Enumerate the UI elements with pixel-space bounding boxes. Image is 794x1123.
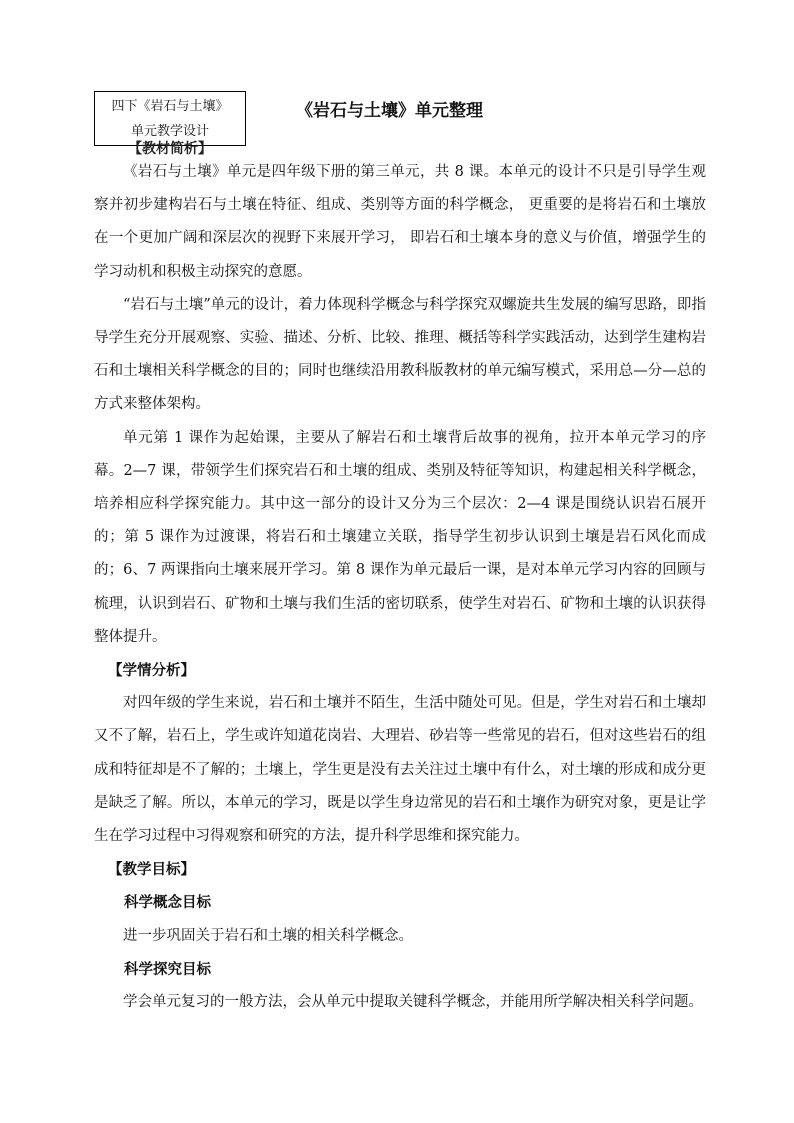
section-heading-textbook: 【教材简析】 [128,141,212,157]
paragraph-design: “岩石与土壤”单元的设计，着力体现科学概念与科学探究双螺旋共生发展的编写思路，即指导学生充分开展观察、实验、描述、分析、比较、推理、概括等科学实践活动，达到学生建构岩石和土壤相关科学概念的目的；同时也继续沿用教科版教材的单元编写模式，采用总—分—总的方式来整体架构。 [94,296,706,413]
paragraph-student-analysis: 对四年级的学生来说，岩石和土壤并不陌生，生活中随处可见。但是，学生对岩石和土壤却又不了解，岩石上，学生或许知道花岗岩、大理岩、砂岩等一些常见的岩石，但对这些岩石的组成和特征却是不了解的；土壤上，学生更是没有去关注过土壤中有什么，对土壤的形成和成分更是缺乏了解。所以，本单元的学习，既是以学生身边常见的岩石和土壤作为研究对象，更是让学生在学习过程中习得观察和研究的方法，提升科学思维和探究能力。 [94,695,706,845]
paragraph-concept-goal: 进一步巩固关于岩石和土壤的相关科学概念。 [123,927,413,944]
subheading-inquiry-goal: 科学探究目标 [124,960,211,978]
unit-tag-line1: 四下《岩石与土壤》 [111,99,229,114]
paragraph-inquiry-goal: 学会单元复习的一般方法，会从单元中提取关键科学概念，并能用所学解决相关科学问题。 [123,994,703,1011]
page-title: 《岩石与土壤》单元整理 [296,101,483,121]
unit-tag-line2: 单元教学设计 [130,124,209,139]
paragraph-lessons: 单元第 1 课作为起始课，主要从了解岩石和土壤背后故事的视角，拉开本单元学习的序幕。2—7 课，带领学生们探究岩石和土壤的组成、类别及特征等知识，构建起相关科学概念，培养相应科学探究能力。其中这一部分的设计又分为三个层次：2—4 课是围绕认识岩石展开的；第 5 课作为过渡课，将岩石和土壤建立关联，指导学生初步认识到土壤是岩石风化而成的；6、7 两课指向土壤来展开学习。第 8 课作为单元最后一课，是对本单元学习内容的回顾与梳理，认识到岩石、矿物和土壤与我们生活的密切联系，使学生对岩石、矿物和土壤的认识获得整体提升。 [94,429,706,645]
document-body [94,156,706,1019]
section-heading-student-analysis: 【学情分析】 [108,662,195,680]
paragraph-intro: 《岩石与土壤》单元是四年级下册的第三单元，共 8 课。本单元的设计不只是引导学生观察并初步建构岩石与土壤在特征、组成、类别等方面的科学概念， 更重要的是将岩石和土壤放在一个更加广阔和深层次的视野下来展开学习， 即岩石和土壤本身的意义与价值，增强学生的学习动机和积极主动探究的意愿。 [94,164,706,280]
subheading-concept-goal: 科学概念目标 [124,894,211,912]
section-heading-objectives: 【教学目标】 [108,861,195,879]
